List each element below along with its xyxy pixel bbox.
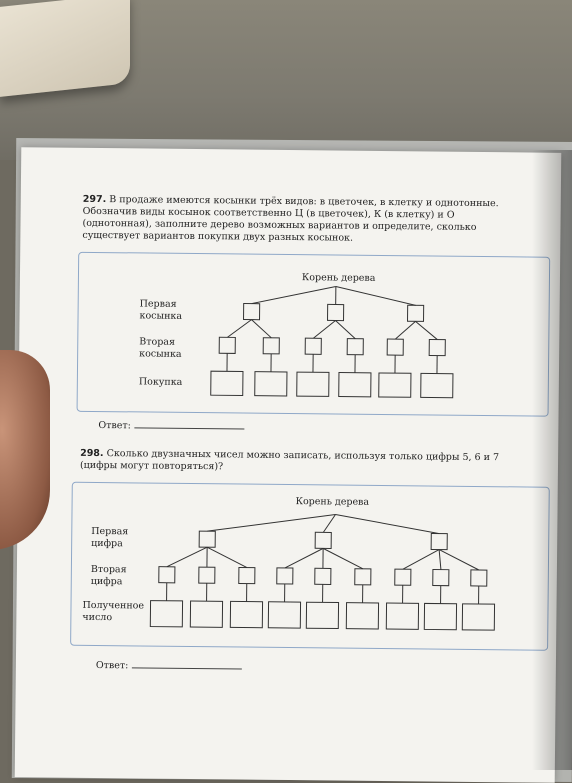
task-298-row3-label: Полученное число — [82, 600, 152, 625]
task-298-text — [80, 448, 520, 477]
t297-l1-box-3 — [408, 305, 424, 321]
task-297-root-label: Корень дерева — [302, 272, 376, 285]
task-298-body: Сколько двузначных чисел можно записать, используя только цифры 5, 6 и 7 (цифры могут повторяться)? — [80, 448, 499, 472]
t297-l1-box-2 — [328, 304, 344, 320]
task-297-row3-label: Покупка — [139, 376, 183, 388]
t297-l1-box-1 — [244, 304, 260, 320]
task-297-answer — [98, 420, 245, 433]
task-297-answer-line[interactable] — [135, 427, 245, 429]
right-shadow — [532, 150, 572, 770]
task-298-root-label: Корень дерева — [296, 496, 370, 509]
task-298-row2-label: Вторая цифра — [91, 564, 141, 589]
task-297-body: В продаже имеются косынки трёх видов: в цветочек, в клетку и однотонные. Обозначив виды косынок соответственно Ц (в цветочек), К (в клетку) и О (однотонная), заполните дерево возможных вариантов и определите, сколько существует вариантов покупки двух разных косынок. — [82, 194, 498, 244]
task-297-row1-label: Первая косынка — [139, 298, 199, 323]
task-298-number: 298. — [80, 448, 104, 459]
task-297-number: 297. — [83, 194, 107, 205]
task-297-row2-label: Вторая косынка — [139, 336, 199, 361]
task-298-row1-label: Первая цифра — [91, 526, 141, 551]
paper-stack — [0, 0, 130, 97]
task-298-answer-line[interactable] — [132, 667, 242, 669]
task-297-answer-label: Ответ: — [98, 420, 131, 431]
workbook-page — [15, 147, 562, 783]
task-298-answer — [96, 660, 243, 673]
task-298-answer-label: Ответ: — [96, 660, 129, 671]
